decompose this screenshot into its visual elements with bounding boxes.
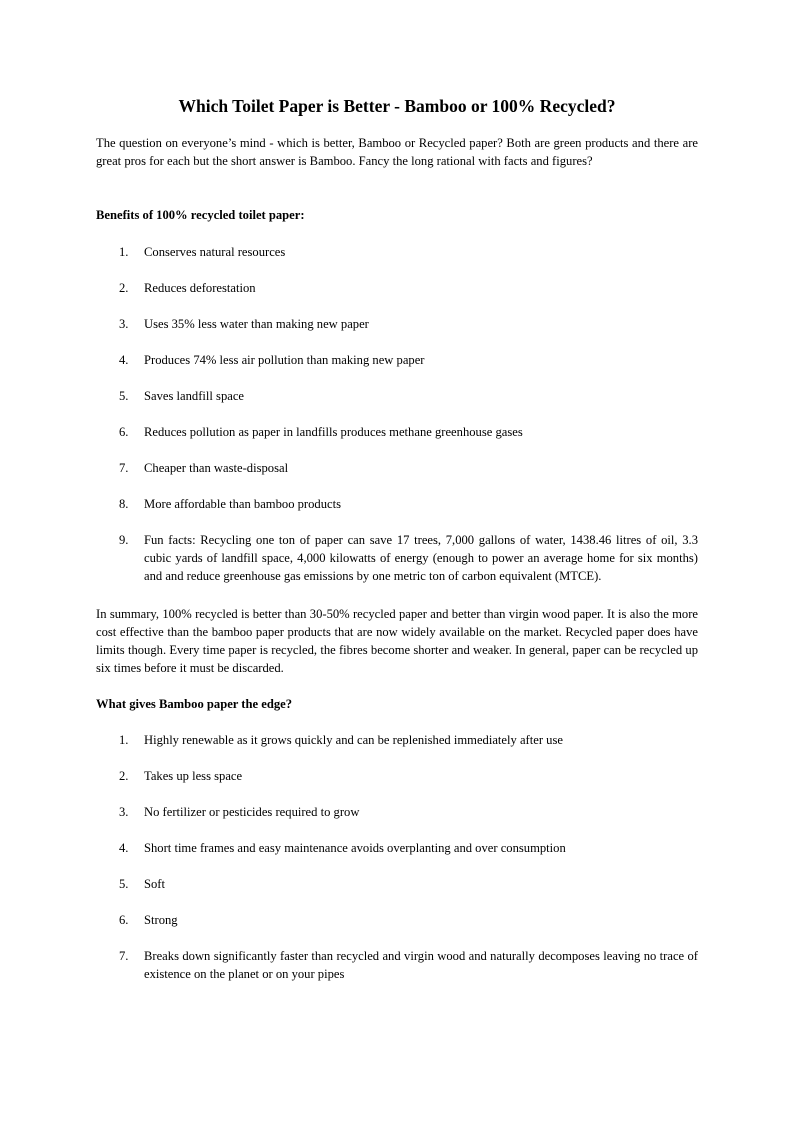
list-item-text: No fertilizer or pesticides required to grow [144, 805, 360, 819]
list-item-number: 8. [119, 497, 129, 511]
list-item-number: 3. [119, 805, 129, 819]
list-item-number: 6. [119, 425, 129, 439]
list-item-text: Produces 74% less air pollution than making new paper [144, 353, 425, 367]
bamboo-edge-list [96, 731, 698, 1001]
list-item-text: Uses 35% less water than making new paper [144, 317, 369, 331]
page-title: Which Toilet Paper is Better - Bamboo or 100% Recycled? [178, 96, 616, 116]
list-item [96, 315, 698, 333]
list-item-text: Saves landfill space [144, 389, 245, 403]
list-item-number: 5. [119, 389, 129, 403]
list-item-number: 1. [119, 733, 129, 747]
list-item-text: Takes up less space [144, 769, 243, 783]
list-item-text: Highly renewable as it grows quickly and can be replenished immediately after use [144, 733, 563, 747]
list-item-text: Breaks down significantly faster than recycled and virgin wood and naturally decomposes leaving no trace of existence on the planet or on your pipes [144, 949, 698, 981]
list-item-number: 2. [119, 769, 129, 783]
list-item-number: 9. [119, 533, 129, 547]
recycled-benefits-heading: Benefits of 100% recycled toilet paper: [96, 208, 305, 222]
list-item-number: 7. [119, 949, 129, 963]
list-item-text: Strong [144, 913, 178, 927]
list-item-number: 6. [119, 913, 129, 927]
list-item-text: Reduces deforestation [144, 281, 256, 295]
list-item-number: 4. [119, 841, 129, 855]
list-item-number: 1. [119, 245, 129, 259]
list-item-text: Conserves natural resources [144, 245, 286, 259]
list-item-text: Fun facts: Recycling one ton of paper can save 17 trees, 7,000 gallons of water, 1438.46 litres of oil, 3.3 cubic yards of landfill space, 4,000 kilowatts of energy (enough to power an average home for six months) and and reduce greenhouse gas emissions by one metric ton of carbon equivalent (MTCE). [144, 533, 698, 583]
list-item [96, 387, 698, 405]
list-item [96, 459, 698, 477]
list-item-number: 4. [119, 353, 129, 367]
list-item [96, 767, 698, 785]
list-item [96, 243, 698, 261]
list-item [96, 351, 698, 369]
list-item [96, 947, 698, 983]
list-item [96, 875, 698, 893]
list-item [96, 423, 698, 441]
list-item-text: Reduces pollution as paper in landfills produces methane greenhouse gases [144, 425, 523, 439]
list-item-text: Cheaper than waste-disposal [144, 461, 289, 475]
list-item [96, 911, 698, 929]
list-item [96, 839, 698, 857]
list-item-text: Soft [144, 877, 165, 891]
list-item-text: More affordable than bamboo products [144, 497, 342, 511]
bamboo-edge-heading: What gives Bamboo paper the edge? [96, 697, 293, 711]
list-item-number: 3. [119, 317, 129, 331]
list-item [96, 495, 698, 513]
list-item [96, 803, 698, 821]
list-item [96, 531, 698, 585]
list-item [96, 279, 698, 297]
list-item-number: 5. [119, 877, 129, 891]
list-item-number: 2. [119, 281, 129, 295]
list-item [96, 731, 698, 749]
list-item-text: Short time frames and easy maintenance avoids overplanting and over consumption [144, 841, 566, 855]
list-item-number: 7. [119, 461, 129, 475]
summary-paragraph: In summary, 100% recycled is better than 30-50% recycled paper and better than virgin wood paper. It is also the more cost effective than the bamboo paper products that are now widely available on the market. Recycled paper does have limits though. Every time paper is recycled, the fibres become shorter and weaker. In general, paper can be recycled up six times before it must be discarded. [96, 607, 698, 675]
intro-paragraph: The question on everyone’s mind - which is better, Bamboo or Recycled paper? Both are green products and there are great pros for each but the short answer is Bamboo. Fancy the long rational with facts and figures? [96, 136, 698, 168]
recycled-benefits-list [96, 243, 698, 603]
